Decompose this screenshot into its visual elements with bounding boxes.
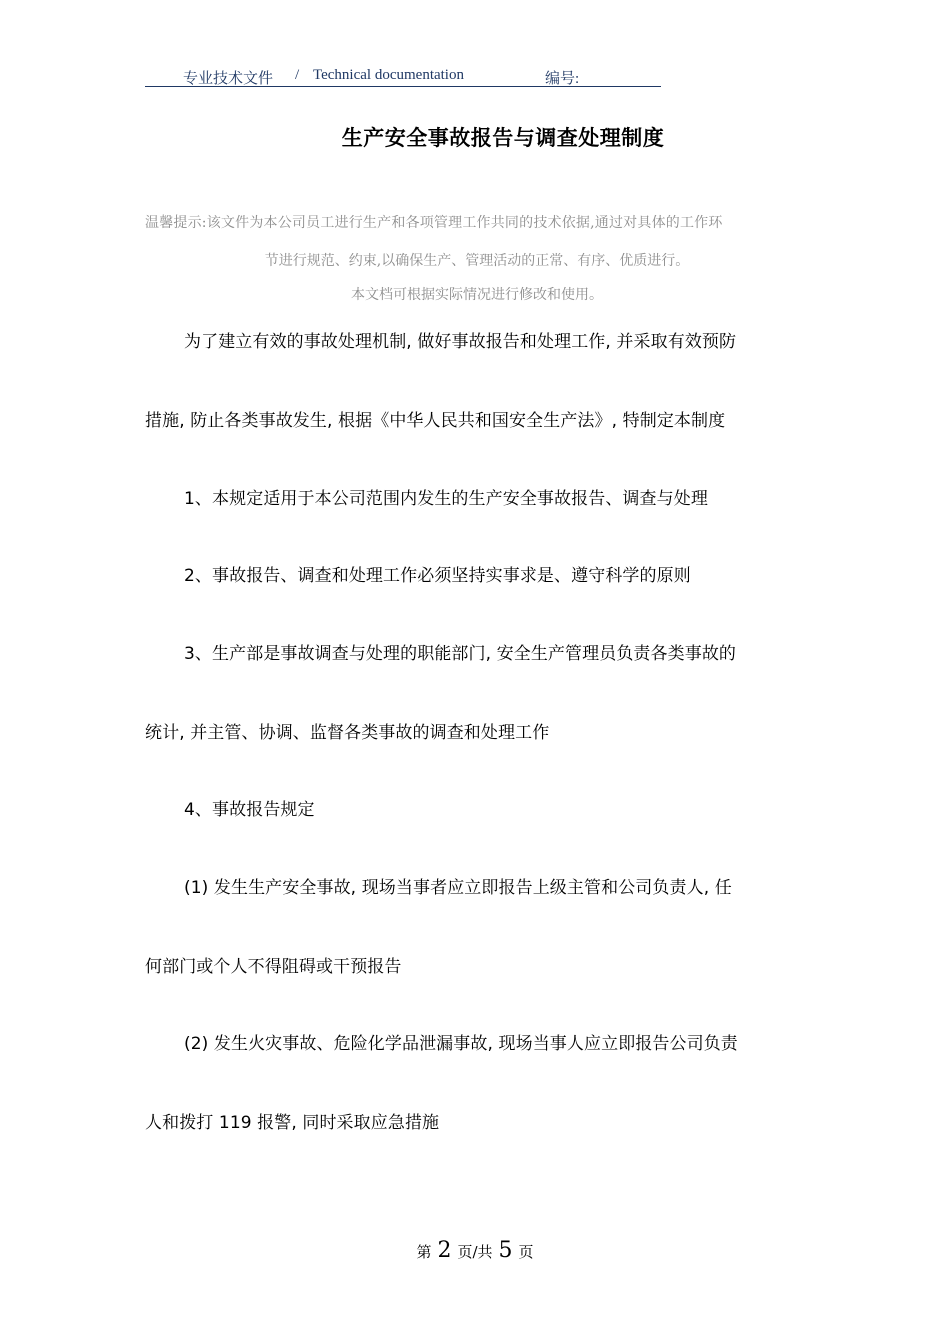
body-line-6: 统计, 并主管、协调、监督各类事故的调查和处理工作	[145, 723, 550, 743]
body-line-7: 4、事故报告规定	[184, 800, 315, 820]
body-line-10: (2) 发生火灾事故、危险化学品泄漏事故, 现场当事人应立即报告公司负责	[184, 1034, 738, 1054]
footer-total-pages: 5	[498, 1238, 513, 1263]
header-doc-type-en: Technical documentation	[313, 67, 464, 83]
notice-line-1: 温馨提示:该文件为本公司员工进行生产和各项管理工作共同的技术依据,通过对具体的工作环	[145, 215, 723, 231]
body-line-3: 1、本规定适用于本公司范围内发生的生产安全事故报告、调查与处理	[184, 489, 708, 509]
footer-prefix: 第	[416, 1243, 432, 1261]
footer-middle: 页/共	[457, 1243, 493, 1261]
page-footer	[0, 1238, 950, 1263]
body-line-4: 2、事故报告、调查和处理工作必须坚持实事求是、遵守科学的原则	[184, 566, 691, 586]
footer-page-number: 2	[437, 1238, 452, 1263]
page-header	[145, 66, 661, 87]
header-separator: /	[295, 67, 300, 83]
body-line-2: 措施, 防止各类事故发生, 根据《中华人民共和国安全生产法》, 特制定本制度	[145, 411, 726, 431]
body-line-5: 3、生产部是事故调查与处理的职能部门, 安全生产管理员负责各类事故的	[184, 644, 737, 664]
header-number-label: 编号:	[545, 71, 580, 87]
body-line-9: 何部门或个人不得阻碍或干预报告	[145, 957, 402, 977]
notice-line-2: 节进行规范、约束,以确保生产、管理活动的正常、有序、优质进行。	[264, 253, 690, 269]
header-doc-type-cn: 专业技术文件	[183, 71, 274, 87]
body-line-1: 为了建立有效的事故处理机制, 做好事故报告和处理工作, 并采取有效预防	[184, 332, 737, 352]
body-line-11: 人和拨打 119 报警, 同时采取应急措施	[145, 1113, 440, 1133]
body-line-8: (1) 发生生产安全事故, 现场当事者应立即报告上级主管和公司负责人, 任	[184, 878, 732, 898]
document-title: 生产安全事故报告与调查处理制度	[341, 126, 665, 150]
notice-line-3: 本文档可根据实际情况进行修改和使用。	[351, 287, 603, 303]
footer-suffix: 页	[518, 1243, 534, 1261]
